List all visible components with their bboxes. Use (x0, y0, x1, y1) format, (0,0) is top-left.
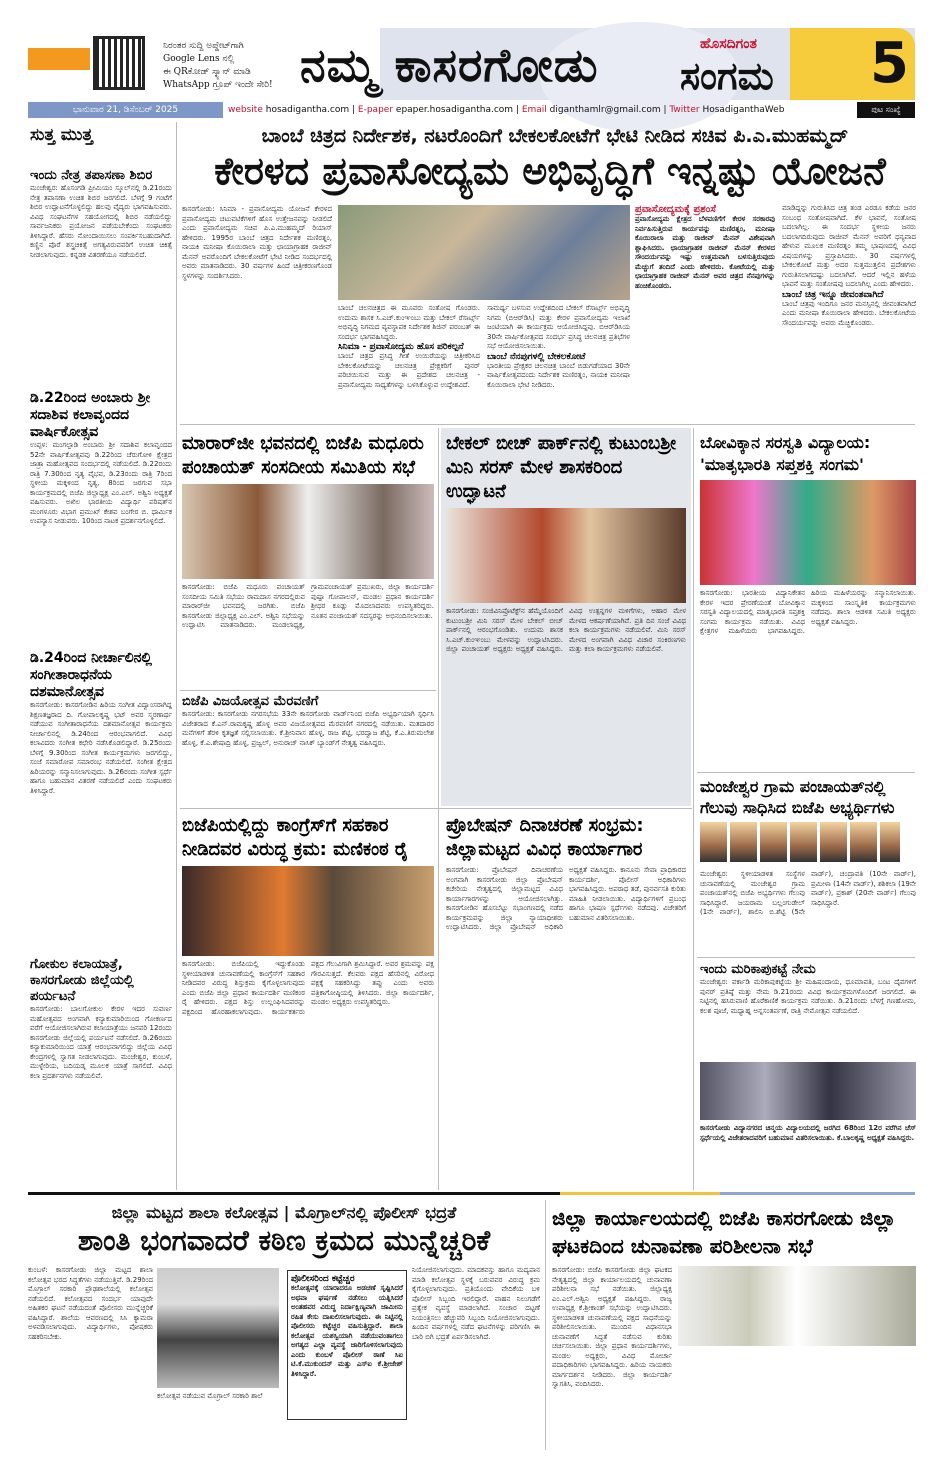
date-bar (28, 102, 915, 118)
article-body: ಬಾಂಬೆ ಚಿತ್ರವು ಇಂದಿಗೂ ಜನರ ಮನಸ್ಸಿನಲ್ಲಿ ಜೀವಂತವಾಗಿದೆ ಎಂದು ಮನೀಷಾ ಕೊಯಿರಾಲಾ ಹೇಳಿದರು. ಬೇಕಲಕೋಟೆಯ ಸೌಂದರ್ಯವನ್ನು ಅವರು ಮೆಚ್ಚಿಕೊಂಡರು. (782, 299, 916, 327)
article-photo (182, 866, 434, 956)
article-body: ಕಾಸರಗೋಡು: ಬಿಜೆಪಿ ಕಾಸರಗೋಡು ಜಿಲ್ಲಾ ಘಟಕದ ನೇತೃತ್ವದಲ್ಲಿ ಜಿಲ್ಲಾ ಕಾರ್ಯಾಲಯದಲ್ಲಿ ಚುನಾವಣಾ ಪರಿಶೀಲನಾ ಸಭೆ ನಡೆಯಿತು. ಜಿಲ್ಲಾಧ್ಯಕ್ಷ ಎಂ.ಎಲ್.ಅಶ್ವಿನಿ ಅಧ್ಯಕ್ಷತೆ ವಹಿಸಿದ್ದರು. ರಾಜ್ಯ ಉಪಾಧ್ಯಕ್ಷ ಕೆ.ಶ್ರೀಕಾಂತ್ ಸಭೆಯನ್ನು ಉದ್ಘಾಟಿಸಿದರು. ಸ್ಥಳೀಯಾಡಳಿತ ಚುನಾವಣೆಯಲ್ಲಿ ಪಕ್ಷದ ಸಾಧನೆಯನ್ನು ಪರಿಶೀಲಿಸಲಾಯಿತು. ಮುಂದಿನ ವಿಧಾನಸಭಾ ಚುನಾವಣೆಗೆ ಸಿದ್ಧತೆ ನಡೆಸುವ ಕುರಿತು ಚರ್ಚಿಸಲಾಯಿತು. ಜಿಲ್ಲಾ ಪ್ರಧಾನ ಕಾರ್ಯದರ್ಶಿಗಳು, ಮಂಡಲ ಅಧ್ಯಕ್ಷರು, ವಿವಿಧ ಮೋರ್ಚಾ ಪದಾಧಿಕಾರಿಗಳು ಭಾಗವಹಿಸಿದ್ದರು. ಹಿರಿಯ ನಾಯಕರು ಮಾರ್ಗದರ್ಶನ ನೀಡಿದರು. ಜಿಲ್ಲಾ ಕಾರ್ಯದರ್ಶಿ ಸ್ವಾಗತಿಸಿ, ವಂದಿಸಿದರು. (552, 1266, 672, 1388)
lead-headline: ಕೇರಳದ ಪ್ರವಾಸೋದ್ಯಮ ಅಭಿವೃದ್ಧಿಗೆ ಇನ್ನಷ್ಟು ಯೋಜನೆ (214, 149, 886, 193)
candidate-photo (760, 822, 787, 862)
article-body: ಕುಂಬಳೆ: ಕಾಸರಗೋಡು ಜಿಲ್ಲಾ ಮಟ್ಟದ ಶಾಲಾ ಕಲೋತ್ಸವ ಭರದ ಸಿದ್ಧತೆಗಳು ನಡೆಯುತ್ತಿವೆ. ಡಿ.29ರಿಂದ ಮೊಗ್ರಾಲ್ ಸರಕಾರಿ ಪ್ರೌಢಶಾಲೆಯಲ್ಲಿ ಕಲೋತ್ಸವ ನಡೆಯಲಿದೆ. ಕಲೋತ್ಸವದ ಸಂದರ್ಭ ಯಾವುದೇ ಅಹಿತಕರ ಘಟನೆ ನಡೆಯದಂತೆ ಪೊಲೀಸರು ಮುನ್ನೆಚ್ಚರಿಕೆ ವಹಿಸಿದ್ದಾರೆ. ಶಾಲೆಯ ಆವರಣದಲ್ಲಿ ಸಿಸಿ ಕ್ಯಾಮರಾ ಅಳವಡಿಸಲಾಗುವುದು. ವಿದ್ಯಾರ್ಥಿಗಳು, ಪೋಷಕರು ಸಹಕರಿಸಬೇಕು. (28, 1266, 153, 1341)
article-header (28, 1202, 540, 1258)
headline: ಬಿಜೆಪಿಯಲ್ಲಿದ್ದು ಕಾಂಗ್ರೆಸ್‌ಗೆ ಸಹಕಾರ ನೀಡಿದವರ ವಿರುದ್ಧ ಕ್ರಮ: ಮಣಿಕಂಠ ರೈ (182, 815, 409, 860)
article-body: ಕಾಸರಗೋಡು: ಭಾರತೀಯ ವಿದ್ಯಾನಿಕೇತನ ಕೇರಳ ಇದರ ಪ್ರೇರಣೆಯಂತೆ ಬೋವಿಕ್ಕಾನ ಸರಸ್ವತಿ ವಿದ್ಯಾಲಯದಲ್ಲಿ ಮಾತೃಭಾರತಿ ಸಪ್ತಶಕ್ತಿ ಸಂಗಮ ಕಾರ್ಯಕ್ರಮ ನಡೆಯಿತು. ವಿವಿಧ ಕ್ಷೇತ್ರಗಳ ಮಹಿಳೆಯರು ಭಾಗವಹಿಸಿದ್ದರು. ಹಿರಿಯ ಮಹಿಳೆಯರನ್ನು ಸನ್ಮಾನಿಸಲಾಯಿತು. ಮಕ್ಕಳಿಂದ ಸಾಂಸ್ಕೃತಿಕ ಕಾರ್ಯಕ್ರಮಗಳು ನಡೆದವು. ಶಾಲಾ ಆಡಳಿತ ಸಮಿತಿ ಅಧ್ಯಕ್ಷರು ಅಧ್ಯಕ್ಷತೆ ವಹಿಸಿದ್ದರು. (700, 589, 916, 635)
article-body: ಬಾಂಬೆ ಚಲನಚಿತ್ರದ ಈ ಮೂವರು ಸಂತೋಷ ಗೊಂಡರು. ಉದುಮ ಶಾಸಕ ಸಿ.ಎಚ್.ಕುಂಞಂಬು ಮತ್ತು ಬೇಕಲ್ ರೆಸಾರ್ಟ್ಸ್ ಅಭಿವೃದ್ಧಿ ನಿಗಮದ ವ್ಯವಸ್ಥಾಪಕ ನಿರ್ದೇಶಕ ಶಿಜಿನ್ ಪರಂಬತ್ ಈ ಸಂದರ್ಭ ಭಾಗವಹಿಸಿದ್ದರು. (338, 304, 480, 341)
headline: ಇಂದು ನೇತ್ರ ತಪಾಸಣಾ ಶಿಬಿರ (30, 168, 153, 183)
article-body: ಕಾಸರಗೋಡು: ಕಾಸರಗೋಡಿನ ಹಿರಿಯ ಸಂಗೀತ ವಿದ್ವಾಂಸರಾಗಿದ್ದ ಶಿಕ್ಷಣತಜ್ಞರಾದ ದಿ. ಗೋಪಾಲಕೃಷ್ಣ ಭಟ್ ಅವರ ಸ್ಮರಣಾರ್ಥ ನಡೆಯುವ ಸಂಗೀತಾರಾಧನೆಯ ದಶಮಾನೋತ್ಸವ ಕಾರ್ಯಕ್ರಮ ನೀರ್ಚಾಲಿನಲ್ಲಿ ಡಿ.24ರಿಂದ ಆರಂಭವಾಗಲಿದೆ. ವಿವಿಧ ಕಲಾವಿದರು ಸಂಗೀತ ಕಛೇರಿ ನಡೆಸಿಕೊಡಲಿದ್ದಾರೆ. ಡಿ.25ರಂದು ಬೆಳಗ್ಗೆ 9.30ರಿಂದ ಸಂಗೀತ ಕಾರ್ಯಕ್ರಮಗಳು ಜರಗಲಿದ್ದು, ಸಂಜೆ ಸಮಾರೋಪ ಸಮಾರಂಭ ನಡೆಯಲಿದೆ. ಸಂಗೀತ ಕ್ಷೇತ್ರದ ಹಿರಿಯರನ್ನು ಸನ್ಮಾನಿಸಲಾಗುವುದು. ಡಿ.26ರಂದು ಸಂಗೀತ ಸ್ಪರ್ಧೆ ಹಾಗೂ ಬಹುಮಾನ ವಿತರಣೆ ನಡೆಯಲಿದೆ ಎಂದು ಸಂಘಟಕರು ತಿಳಿಸಿದ್ದಾರೆ. (30, 701, 172, 795)
lead-photo (338, 205, 630, 300)
row-divider (697, 957, 915, 958)
article-photo (678, 1266, 916, 1346)
candidate-photo (790, 822, 817, 862)
article-body: ಕಾಸರಗೋಡು: ಸಂಜಿವಿನಿಪ್ರೊಟೆಕ್ಟ್‌ನ ಹೆಮ್ಮೆಯೊಂದಿಗೆ ಕುಟುಂಬಶ್ರೀ ಮಿನಿ ಸರಸ್ ಮೇಳ ಬೇಕಲ್ ಬೀಚ್ ಪಾರ್ಕ್‌ನಲ್ಲಿ ಆರಂಭಗೊಂಡಿತು. ಉದುಮ ಶಾಸಕ ಸಿ.ಎಚ್.ಕುಂಞಂಬು ಮೇಳವನ್ನು ಉದ್ಘಾಟಿಸಿದರು. ಜಿಲ್ಲಾ ಪಂಚಾಯತ್ ಅಧ್ಯಕ್ಷರು ಅಧ್ಯಕ್ಷತೆ ವಹಿಸಿದ್ದರು. ವಿವಿಧ ಉತ್ಪನ್ನಗಳ ಮಳಿಗೆಗಳು, ಆಹಾರ ಮೇಳ ಮೇಳದ ಆಕರ್ಷಣೆಯಾಗಿವೆ. ಪ್ರತಿ ದಿನ ಸಂಜೆ ವಿವಿಧ ಕಲಾ ಕಾರ್ಯಕ್ರಮಗಳು ನಡೆಯಲಿವೆ. ಮಿನಿ ಸರಸ್ ಮೇಳದ ಅಂಗವಾಗಿ ವಿವಿಧ ವಿಚಾರ ಸಂಕಿರಣಗಳು ಮತ್ತು ಕಲಾ ಕಾರ್ಯಕ್ರಮಗಳು ನಡೆಯಲಿವೆ. (446, 607, 686, 653)
email-link[interactable]: diganthamlr@gmail.com (549, 105, 661, 115)
article-photo (182, 484, 434, 579)
lead-column (635, 204, 775, 415)
row-divider (180, 424, 915, 425)
photo-caption: ಕಲೋತ್ಸವ ನಡೆಯುವ ಮೊಗ್ರಾಲ್ ಸರಕಾರಿ ಶಾಲೆ (157, 1392, 263, 1400)
article (182, 432, 434, 683)
article (700, 432, 916, 754)
contact-links: website hosadigantha.com | E-paper epaper.hosadigantha.com | Email diganthamlr@gmail.com | Twitter HosadiganthaWeb (228, 105, 785, 115)
page-label: ಪುಟ ಸಂಖ್ಯೆ (857, 102, 915, 118)
article-body: ಕಾಸರಗೋಡು: ಪ್ರೊಬೇಷನ್ ದಿನಾಚರಣೆಯ ಅಂಗವಾಗಿ ಕಾಸರಗೋಡು ಜಿಲ್ಲಾ ಪ್ರೊಬೇಷನ್ ಕಚೇರಿಯ ನೇತೃತ್ವದಲ್ಲಿ ಜಿಲ್ಲಾಮಟ್ಟದ ವಿವಿಧ ಕಾರ್ಯಾಗಾರಗಳನ್ನು ಆಯೋಜಿಸಲಾಗಿತ್ತು. ಕಾಸರಗೋಡಿನ ಹೊಸಬೆಟ್ಟು ಸಭಾಂಗಣದಲ್ಲಿ ನಡೆದ ಕಾರ್ಯಕ್ರಮವನ್ನು ಜಿಲ್ಲಾ ನ್ಯಾಯಾಧೀಶರು ಉದ್ಘಾಟಿಸಿದರು. ಜಿಲ್ಲಾ ಪ್ರೊಬೇಷನ್ ಅಧಿಕಾರಿ ಅಧ್ಯಕ್ಷತೆ ವಹಿಸಿದ್ದರು. ಕಾನೂನು ಸೇವಾ ಪ್ರಾಧಿಕಾರದ ಕಾರ್ಯದರ್ಶಿ, ಪೊಲೀಸ್ ಅಧಿಕಾರಿಗಳು ಭಾಗವಹಿಸಿದ್ದರು. ಅಪರಾಧ ತಡೆ, ಪುನರ್ವಸತಿ ಕುರಿತು ಮಾಹಿತಿ ನೀಡಲಾಯಿತು. ವಿದ್ಯಾರ್ಥಿಗಳಿಗೆ ಪ್ರಬಂಧ ಹಾಗೂ ಭಾಷಣ ಸ್ಪರ್ಧೆಗಳು ನಡೆದವು. ವಿಜೇತರಿಗೆ ಬಹುಮಾನ ವಿತರಿಸಲಾಯಿತು. (446, 866, 686, 931)
epaper-label: E-paper (357, 105, 394, 115)
qr-line: ನಿರಂತರ ಸುದ್ದಿ ಅಪ್ಡೇಟ್‌ಗಾಗಿ (163, 41, 244, 51)
brand-name: ಹೊಸದಿಗಂತ (700, 36, 757, 52)
article (182, 694, 434, 800)
lead-column (487, 304, 630, 402)
article (700, 776, 916, 932)
headline: ಮಂಜೇಶ್ವರ ಗ್ರಾಮ ಪಂಚಾಯತ್‌ನಲ್ಲಿ ಗೆಲುವು ಸಾಧಿಸಿದ ಬಿಜೆಪಿ ಅಭ್ಯರ್ಥಿಗಳು (700, 777, 895, 817)
article (446, 432, 686, 847)
article-body: ಕಾಸರಗೋಡು: ಸಿನಿಮಾ - ಪ್ರವಾಸೋದ್ಯಮ ಯೋಜನೆ ಕೇರಳದ ಪ್ರವಾಸೋದ್ಯಮ ಚಟುವಟಿಕೆಗಳಿಗೆ ಹೊಸ ಉತ್ತೇಜನವನ್ನು ನೀಡಲಿದೆ ಎಂದು ಪ್ರವಾಸೋದ್ಯಮ ಸಚಿವ ಪಿ.ಎ.ಮುಹಮ್ಮದ್ ರಿಯಾಸ್ ಹೇಳಿದರು. 1995ರ ಬಾಂಬೆ ಚಿತ್ರದ ನಿರ್ದೇಶಕ ಮಣಿರತ್ನಂ, ನಾಯಕಿ ಮನೀಷಾ ಕೊಯಿರಾಲಾ ಮತ್ತು ಛಾಯಾಗ್ರಾಹಕ ರಾಜೀವ್ ಮೆನನ್ ಅವರೊಂದಿಗೆ ಬೇಕಲಕೋಟೆಗೆ ಭೇಟಿ ನೀಡಿದ ಸಂದರ್ಭದಲ್ಲಿ ಅವರು ಮಾತನಾಡಿದರು. 30 ವರ್ಷಗಳ ಹಿಂದೆ ಚಿತ್ರೀಕರಣಗೊಂಡ ಸ್ಥಳಗಳನ್ನು ಸಂದರ್ಶಿಸಿದರು. (182, 205, 332, 280)
candidate-photo (880, 822, 900, 862)
article-body: ಬಾಂಬೆ ಚಿತ್ರದ ಪ್ರಸಿದ್ಧ ಗೀತೆ ಉಯಿರೆಯನ್ನು ಚಿತ್ರೀಕರಿಸಿದ ಬೇಕಲಕೋಟೆಯನ್ನು ಚಲನಚಿತ್ರ ಪ್ರೇಕ್ಷಕರಿಗೆ ಪುನರ್ ಪರಿಚಯಿಸುವ ಮತ್ತು ಈ ಪ್ರದೇಶದ ಚಲನಚಿತ್ರ - ಪ್ರವಾಸೋದ್ಯಮ ಸಾಧ್ಯತೆಗಳನ್ನು ಬಳಸಿಕೊಳ್ಳುವ ಉದ್ದೇಶವಿದೆ. (338, 352, 480, 389)
lead-kicker: ಬಾಂಬೆ ಚಿತ್ರದ ನಿರ್ದೇಶಕ, ನಟರೊಂದಿಗೆ ಬೇಕಲಕೋಟೆಗೆ ಭೇಟಿ ನೀಡಿದ ಸಚಿವ ಪಿ.ಎ.ಮುಹಮ್ಮದ್ (261, 125, 849, 147)
article (182, 814, 434, 1185)
article-body: ನಿಯೋಜಿಸಲಾಗುವುದು. ಮಾದಕವಸ್ತು ಹಾಗೂ ಮದ್ಯಪಾನ ಮಾಡಿ ಕಲೋತ್ಸವ ಸ್ಥಳಕ್ಕೆ ಬರುವವರ ವಿರುದ್ಧ ಕ್ರಮ ಕೈಗೊಳ್ಳಲಾಗುವುದು. ಪ್ರತಿಯೊಂದು ವೇದಿಕೆಯ ಬಳಿ ಪೊಲೀಸ್ ಸಿಬ್ಬಂದಿ ಇರಲಿದ್ದಾರೆ. ವಾಹನ ನಿಲುಗಡೆಗೆ ಪ್ರತ್ಯೇಕ ವ್ಯವಸ್ಥೆ ಮಾಡಲಾಗಿದೆ. ಸಂಚಾರ ದಟ್ಟಣೆ ನಿಯಂತ್ರಿಸಲು ಹೆಚ್ಚುವರಿ ಸಿಬ್ಬಂದಿ ನಿಯೋಜಿಸಲಾಗುವುದು. ಹಿಂದಿನ ವರ್ಷಗಳಲ್ಲಿ ನಡೆದ ಘಟನೆಗಳನ್ನು ಪರಿಗಣಿಸಿ ಈ ಬಾರಿ ಬಿಗಿ ಭದ್ರತೆ ಏರ್ಪಡಿಸಲಾಗಿದೆ. (412, 1266, 540, 1341)
column-divider (693, 428, 694, 1190)
row-divider (697, 772, 915, 773)
column-divider (176, 122, 177, 1190)
headline: ಜಿಲ್ಲಾ ಕಾರ್ಯಾಲಯದಲ್ಲಿ ಬಿಜೆಪಿ ಕಾಸರಗೋಡು ಜಿಲ್ಲಾ ಘಟಕದಿಂದ ಚುನಾವಣಾ ಪರಿಶೀಲನಾ ಸಭೆ (552, 1206, 896, 1258)
website-link[interactable]: hosadigantha.com (265, 105, 350, 115)
box-body: ಕಲೋತ್ಸವಕ್ಕೆ ಯಾರಾದರೂ ಅಡಚಣೆ ಸೃಷ್ಟಿಸಿದರೆ ಅಥವಾ ಘರ್ಷಣೆ ನಡೆಸಲು ಯತ್ನಿಸಿದರೆ ಅಂತಹವರ ವಿರುದ್ಧ ನಿರ್ದಾಕ್ಷಿಣ್ಯವಾಗಿ ಜಾಮೀನು ರಹಿತ ಕೇಸು ದಾಖಲಿಸಲಾಗುವುದು. ಈ ನಿಟ್ಟಿನಲ್ಲಿ ಪೊಲೀಸರು ಕಟ್ಟೆಚ್ಚರ ವಹಿಸುತ್ತಿದ್ದಾರೆ. ಶಾಲಾ ಕಲೋತ್ಸವ ಯಶಸ್ವಿಯಾಗಿ ನಡೆಯುವಂತಾಗಲು ಅಗತ್ಯದ ಎಲ್ಲಾ ವ್ಯವಸ್ಥೆ ಜಾರಿಗೊಳಿಸಲಾಗುವುದು ಎಂದು ಕುಂಬಳೆ ಪೊಲೀಸ್ ಠಾಣೆ ಸಿಐ ಟಿ.ಕೆ.ಮುಕುಂದನ್ ಮತ್ತು ಎಸ್‌ಐ ಕೆ.ಶ್ರೀಜೇಶ್ ತಿಳಿಸಿದ್ದಾರೆ. (291, 1284, 403, 1378)
article-body: ಕಾಸರಗೋಡು: ಬಾಲಗೋಕುಲ ಕೇರಳ ಇದರ ಸುವರ್ಣ ಮಹೋತ್ಸವದ ಅಂಗವಾಗಿ ಕನ್ಯಾಕುಮಾರಿಯಿಂದ ಗೋಕರ್ಣದ ವರೆಗೆ ಆಯೋಜಿಸಲಾಗಿರುವ ಕಲಾಯಾತ್ರೆಯು ಜನವರಿ 12ರಂದು ಕಾಸರಗೋಡು ಜಿಲ್ಲೆಯಲ್ಲಿ ಪರ್ಯಟನೆ ನಡೆಸಲಿದೆ. ಡಿ.26ರಂದು ಕನ್ಯಾಕುಮಾರಿಯಿಂದ ಯಾತ್ರೆ ಆರಂಭವಾಗಲಿದ್ದು ಜಿಲ್ಲೆಯ ವಿವಿಧ ಕೇಂದ್ರಗಳಲ್ಲಿ ಸ್ವಾಗತ ನೀಡಲಾಗುವುದು. ಮಂಜೇಶ್ವರ, ಕುಂಬಳೆ, ಮುಳ್ಳೇರಿಯ, ಬದಿಯಡ್ಕ ಮೂಲಕ ಯಾತ್ರೆ ಸಾಗಲಿದೆ. ವಿವಿಧ ಕಲಾ ಪ್ರದರ್ಶನಗಳು ನಡೆಯಲಿವೆ. (30, 1005, 172, 1080)
kicker: ಜಿಲ್ಲಾ ಮಟ್ಟದ ಶಾಲಾ ಕಲೋತ್ಸವ | ಮೊಗ್ರಾಲ್‌ನಲ್ಲಿ ಪೊಲೀಸ್ ಭದ್ರತೆ (111, 1203, 457, 1222)
subheading: ಬಾಂಬೆ ಚಿತ್ರ ಇನ್ನೂ ಜೀವಂತವಾಗಿದೆ (782, 289, 884, 300)
candidate-photo (850, 822, 877, 862)
article-body: ಉಪ್ಪಳ: ಮಂಗಲ್ಪಾಡಿ ಅಂಬಾರು ಶ್ರೀ ಸದಾಶಿವ ಕಲಾವೃಂದದ 52ನೇ ವಾರ್ಷಿಕೋತ್ಸವವು ಡಿ.22ರಿಂದ ಚೆರುಗೋಳಿ ಕ್ಷೇತ್ರದ ಜಾತ್ರಾ ಮಹೋತ್ಸವದ ಸಂದರ್ಭದಲ್ಲಿ ನಡೆಯಲಿದೆ. ಡಿ.22ರಂದು ರಾತ್ರಿ 7.30ರಿಂದ ನೃತ್ಯ ವೈಭವ, ಡಿ.23ರಂದು ರಾತ್ರಿ 7ರಿಂದ ಸ್ಥಳೀಯ ಮಕ್ಕಳಿಂದ ನೃತ್ಯ, 8ರಿಂದ ಜರಗುವ ಸಭಾ ಕಾರ್ಯಕ್ರಮದಲ್ಲಿ ಬಿಜೆಪಿ ಜಿಲ್ಲಾಧ್ಯಕ್ಷ ಎಂ.ಎಲ್. ಅಶ್ವಿನಿ ಅಧ್ಯಕ್ಷತೆ ವಹಿಸುವರು. ಅಖಿಲ ಭಾರತೀಯ ವಿದ್ಯಾರ್ಥಿ ಪರಿಷತ್‌ನ ಮಂಗಳೂರು ವಿಭಾಗ ಪ್ರಮುಖ್ ಕೇಶವ ಬಂಗೇರ ಬಿ. ಧಾರ್ಮಿಕ ಉಪನ್ಯಾಸ ನೀಡುವರು. 10ರಿಂದ ನಾಟಕ ಪ್ರದರ್ಶನಗೊಳ್ಳಲಿದೆ. (30, 441, 172, 525)
row-divider (180, 690, 436, 691)
orange-accent-bar (28, 48, 90, 70)
lead-column (782, 204, 916, 360)
article (446, 814, 686, 1181)
section-rule (28, 1192, 915, 1195)
article-body: ಮಂಜೇಶ್ವರ: ಹೊಸಂಗಡಿ ಪ್ರೀಮಿಯಂ ಸ್ಕೂಲ್‌ನಲ್ಲಿ ಡಿ.21ರಂದು ನೇತ್ರ ತಪಾಸಣಾ ಉಚಿತ ಶಿಬಿರ ಜರಗಲಿದೆ. ಬೆಳಗ್ಗೆ 9 ಗಂಟೆಗೆ ಶಿಬಿರ ಉದ್ಘಾಟನೆಗೊಳ್ಳಲಿದ್ದು ಹಲವು ವೈದ್ಯರು ಭಾಗವಹಿಸುವರು. ವಿವಿಧ ಸಂಘಟನೆಗಳ ಸಹಯೋಗದಲ್ಲಿ ಶಿಬಿರ ನಡೆಯಲಿದ್ದು ಸಾರ್ವಜನಿಕರು ಪ್ರಯೋಜನ ಪಡೆಯಬೇಕೆಂದು ಸಂಘಟಕರು ತಿಳಿಸಿದ್ದಾರೆ. ಹೆಸರು ನೋಂದಾಯಿಸಲು ಸಂಪರ್ಕಿಸಬಹುದಾಗಿದೆ. ಕಣ್ಣಿನ ಪೊರೆ ಶಸ್ತ್ರಚಿಕಿತ್ಸೆ ಅಗತ್ಯವಿರುವವರಿಗೆ ಉಚಿತ ಚಿಕಿತ್ಸೆ ನೀಡಲಾಗುವುದು. ಕನ್ನಡಕ ವಿತರಣೆಯೂ ನಡೆಯಲಿದೆ. (30, 184, 172, 259)
subheading: ಪ್ರವಾಸೋದ್ಯಮಕ್ಕೆ ಪ್ರಶಂಸೆ (635, 204, 716, 215)
headline: ಬಿಜೆಪಿ ವಿಜಯೋತ್ಸವ ಮೆರವಣಿಗೆ (182, 694, 319, 709)
info-box (287, 1270, 407, 1420)
headline: ಬೇಕಲ್ ಬೀಚ್ ಪಾರ್ಕ್‌ನಲ್ಲಿ ಕುಟುಂಬಶ್ರೀ ಮಿನಿ ಸರಸ್ ಮೇಳ ಶಾಸಕರಿಂದ ಉದ್ಘಾಟನೆ (446, 433, 677, 502)
headline: ಮಾರಾರ್‌ಜೀ ಭವನದಲ್ಲಿ ಬಿಜೆಪಿ ಮಧೂರು ಪಂಚಾಯತ್ ಸಂಸದೀಯ ಸಮಿತಿಯ ಸಭೆ (182, 433, 424, 478)
lead-column (338, 304, 480, 402)
article-body: ಮಂಜೇಶ್ವರ: ಸ್ಥಳೀಯಾಡಳಿತ ಸಂಸ್ಥೆಗಳ ಚುನಾವಣೆಯಲ್ಲಿ ಮಂಜೇಶ್ವರ ಗ್ರಾಮ ಪಂಚಾಯತ್‌ನಲ್ಲಿ ಬಿಜೆಪಿ ಅಭ್ಯರ್ಥಿಗಳು ಗೆಲುವು ಸಾಧಿಸಿದ್ದಾರೆ. ಜಯರಾಮ ಬಲ್ಲಂಗುಡೇಲ್ (1ನೇ ವಾರ್ಡ್), ಶಾಲಿನಿ ಬಿ.ಶೆಟ್ಟಿ (5ನೇ ವಾರ್ಡ್), ಚಂದ್ರಾವತಿ (10ನೇ ವಾರ್ಡ್), ಪ್ರಮೀಳಾ (14ನೇ ವಾರ್ಡ್), ಶಶಿಕಲಾ (19ನೇ ವಾರ್ಡ್), ಪ್ರಕಾಶ್ (20ನೇ ವಾರ್ಡ್) ಗೆಲುವು ಸಾಧಿಸಿದ್ದಾರೆ. (700, 870, 916, 916)
qr-line: ಈ QRಕೋಡ್ ಸ್ಕ್ಯಾನ್ ಮಾಡಿ (163, 67, 251, 77)
subheading: ಬಾಂಬೆ ನೆನಪುಗಳಲ್ಲಿ ಬೇಕಲಕೋಟೆ (487, 351, 586, 362)
photo-caption: ಕಾಸರಗೋಡು ವಿದ್ಯಾನಗರದ ಚಿನ್ಮಯ ವಿದ್ಯಾಲಯದಲ್ಲಿ ಜರಗಿದ 68ರಿಂದ 12ರ ವರೆಗಿನ ಚೆಸ್ ಸ್ಪರ್ಧೆಯಲ್ಲಿ ವಿಜೇತರಾದವರಿಗೆ ಬಹುಮಾನ ವಿತರಿಸಲಾಯಿತು. ಕೆ.ಬಾಲಕೃಷ್ಣ ಅಧ್ಯಕ್ಷತೆ ವಹಿಸಿದ್ದರು. (700, 1124, 916, 1142)
article-body: ಮಾಡಿದ್ದನ್ನು ಗುರುತಿಸಿದ ಚಿತ್ರ ತಂಡ ಎರಡೂ ಕಡೆಯ ಜನರ ಸಂಬಂಧ ಸಂತೋಷವಾಗಿದೆ. ಕೆಳ ಭಾವನೆ, ಸಂತೋಷ ಬದಲಾಗಿಲ್ಲ. ಈ ಸಂದರ್ಭ ಸ್ಥಳೀಯ ಜನರು ಬದಲಾಗದಿರುವುದು ರಾಜೀವ್ ಮೆನನ್ ಅವರಿಗೆ ಧನ್ಯವಾದ ಹೇಳುವ ಮೂಲಕ ಮಣಿರತ್ನಂ ತಮ್ಮ ಭಾಷಣದಲ್ಲಿ ವಿವಿಧ ವಿಷಯಗಳನ್ನು ಪ್ರಸ್ತಾಪಿಸಿದರು. 30 ವರ್ಷಗಳಲ್ಲಿ ಬೇಕಲಕೋಟೆ ಮತ್ತು ಅದರ ಸುತ್ತಮುತ್ತಲಿನ ಪ್ರದೇಶಗಳು ಗುರುತಿಸಲಾಗದಷ್ಟು ಬದಲಾಗಿವೆ. ಆದರೆ ಇಲ್ಲಿನ ಹಳೆಯ ಭಾವನೆ ಮತ್ತು ಸಂತೋಷವು ಬದಲಾಗಿಲ್ಲ ಎಂದು ಹೇಳಿದರು. (782, 204, 916, 288)
article-photo (700, 480, 916, 585)
article (552, 1204, 917, 1260)
headline: ಡಿ.24ರಿಂದ ನೀರ್ಚಾಲಿನಲ್ಲಿ ಸಂಗೀತಾರಾಧನೆಯ ದಶಮಾನೋತ್ಸವ (30, 650, 152, 700)
twitter-label: Twitter (669, 105, 700, 115)
headline: ಡಿ.22ರಿಂದ ಅಂಬಾರು ಶ್ರೀ ಸದಾಶಿವ ಕಲಾವೃಂದದ ವಾರ್ಷಿಕೋತ್ಸವ (30, 390, 151, 440)
twitter-link[interactable]: HosadiganthaWeb (702, 105, 785, 115)
school-photo (157, 1268, 279, 1388)
headline: ಶಾಂತಿ ಭಂಗವಾದರೆ ಕಠಿಣ ಕ್ರಮದ ಮುನ್ನೆಚ್ಚರಿಕೆ (77, 1224, 491, 1257)
candidate-photos (700, 822, 916, 866)
page-title: ನಮ್ಮ ಕಾಸರಗೋಡು (300, 38, 599, 92)
headline: ಪ್ರೊಬೇಷನ್ ದಿನಾಚರಣೆ ಸಂಭ್ರಮ: ಜಿಲ್ಲಾಮಟ್ಟದ ವಿವಿಧ ಕಾರ್ಯಾಗಾರ (446, 815, 644, 860)
article-photo (700, 1062, 916, 1120)
qr-line: WhatsApp ಗ್ರೂಪ್ ಇಂದೇ ಸೇರಿ! (163, 80, 273, 90)
headline: ಬೋವಿಕ್ಕಾನ ಸರಸ್ವತಿ ವಿದ್ಯಾಲಯ: 'ಮಾತೃಭಾರತಿ ಸಪ್ತಶಕ್ತಿ ಸಂಗಮ' (700, 433, 871, 474)
qr-code-icon[interactable] (93, 36, 145, 90)
article-photo (446, 508, 686, 603)
candidate-photo (820, 822, 847, 862)
supplement-name: ಸಂಗಮ (680, 54, 774, 98)
subheading: ಸಿನಿಮಾ - ಪ್ರವಾಸೋದ್ಯಮ ಹೊಸ ಪರಿಕಲ್ಪನೆ (338, 342, 464, 352)
article-body: ಪ್ರವಾಸೋದ್ಯಮ ಕ್ಷೇತ್ರದ ಬೆಳವಣಿಗೆಗೆ ಕೇರಳ ಸರಕಾರವು ನಿರ್ವಹಿಸುತ್ತಿರುವ ಕಾರ್ಯವನ್ನು ಮಣಿರತ್ನಂ, ಮನೀಷಾ ಕೊಯಿರಾಲಾ ಮತ್ತು ರಾಜೀವ್ ಮೆನನ್ ವಿಶೇಷವಾಗಿ ಶ್ಲಾಘಿಸಿದರು. ಛಾಯಾಗ್ರಾಹಕ ರಾಜೀವ್ ಮೆನನ್ ಕೇರಳದ ಸೌಂದರ್ಯವನ್ನು ಇಷ್ಟು ಉತ್ತಮವಾಗಿ ಬಳಸುತ್ತಿರುವುದು ಮೆಚ್ಚುಗೆ ತಂದಿದೆ ಎಂದು ಹೇಳಿದರು. ಕೋಟೆಯಲ್ಲಿ ಮತ್ತು ಛಾಯಾಗ್ರಾಹಕ ರಾಜೀವ್ ಮೆನನ್ ಅವರ ಚಿತ್ರದ ನೆನಪುಗಳನ್ನು ಹಂಚಿಕೊಂಡರು. (635, 215, 775, 290)
qr-line: Google Lens ನಲ್ಲಿ (163, 54, 235, 64)
qr-instructions (163, 40, 273, 92)
email-label: Email (521, 105, 547, 115)
candidate-photo (730, 822, 757, 862)
article-body: ಕಾಸರಗೋಡು: ಕಾಸರಗೋಡು ನಗರಸಭೆಯ 33ನೇ ಕಾಸರಗೋಡು ವಾರ್ಡ್‌ನಿಂದ ಬಿಜೆಪಿ ಅಭ್ಯರ್ಥಿಯಾಗಿ ಸ್ಪರ್ಧಿಸಿ ವಿಜೇತರಾದ ಕೆ.ಎನ್.ರಾಮಕೃಷ್ಣ ಹೊಳ್ಳ ಅವರ ವಿಜಯೋತ್ಸವದ ಮೆರವಣಿಗೆ ನಗರದಲ್ಲಿ ನಡೆಯಿತು. ಮತದಾರರ ಮನೆಗಳಿಗೆ ತೆರಳಿ ಕೃತಜ್ಞತೆ ಸಲ್ಲಿಸಲಾಯಿತು. ಕೆ.ಶ್ರೀನಿವಾಸ ಹೊಳ್ಳ, ರಾಜ ಶೆಟ್ಟಿ, ಭರದ್ವಾಜ ಶೆಟ್ಟಿ, ಕೆ.ಎ.ತಿರುಮಲೇಶ ಹೊಳ್ಳ, ಕೆ.ಎ.ಶೇಷಾದ್ರಿ ಹೊಳ್ಳ, ಪ್ರಜ್ವಲ್, ಅನುರಾಜ್ ನಾಸಿಕ್ ಬ್ಯಾಂಡ್‌ಗೆ ನೇತೃತ್ವ ವಹಿಸಿದ್ದರು. (182, 710, 434, 747)
left-column (30, 168, 172, 1175)
epaper-link[interactable]: epaper.hosadigantha.com (395, 105, 514, 115)
website-label: website (228, 105, 263, 115)
column-divider (545, 1200, 546, 1450)
box-heading: ಪೊಲೀಸರಿಂದ ಕಟ್ಟೆಚ್ಚರ (291, 1274, 355, 1284)
candidate-photo (700, 822, 727, 862)
article-body: ಮಂಜೇಶ್ವರ: ವರ್ಕಾಡಿ ಮರಿಕಾಪುಕಟ್ಟೆಯ ಶ್ರೀ ಮಹಿಷಂದಾಯ, ಧೂಮಾವತಿ, ಬಂಟ ದೈವಗಳಿಗೆ ಪುನರ್ ಪ್ರತಿಷ್ಠೆ ಮತ್ತು ನೇಮ ಡಿ.21ರಂದು ವಿವಿಧ ಕಾರ್ಯಕ್ರಮಗಳೊಂದಿಗೆ ಜರಗಲಿದೆ. ಈ ನಿಟ್ಟಿನಲ್ಲಿ ಹಸಿರುವಾಣಿ ಹೊರೆಕಾಣಿಕೆ ಕಾರ್ಯಕ್ರಮ ನಡೆಯಿತು. ಡಿ.21ರಂದು ಬೆಳಗ್ಗೆ ಗಣಹೋಮ, ಕಲಶ ಪೂಜೆ, ಮಧ್ಯಾಹ್ನ ಅನ್ನಸಂತರ್ಪಣೆ, ರಾತ್ರಿ ನೇಮೋತ್ಸವ ನಡೆಯಲಿದೆ. (700, 978, 916, 1015)
article-body: ಕಾಸರಗೋಡು: ಬಿಜೆಪಿ ಮಧೂರು ಪಂಚಾಯತ್ ಸಂಸದೀಯ ಸಮಿತಿ ಸಭೆಯು ರಾಮದಾಸ ನಗರದಲ್ಲಿರುವ ಮಾರಾರ್‌ಜೀ ಭವನದಲ್ಲಿ ಜರಗಿತು. ಬಿಜೆಪಿ ಕಾಸರಗೋಡು ಜಿಲ್ಲಾಧ್ಯಕ್ಷ ಎಂ.ಎಲ್. ಅಶ್ವಿನಿ ಸಭೆಯನ್ನು ಉದ್ಘಾಟಿಸಿ ಮಾತನಾಡಿದರು. ಮಂಡಲಾಧ್ಯಕ್ಷ, ಗ್ರಾಮಪಂಚಾಯತ್ ಪ್ರಮುಖರು, ಜಿಲ್ಲಾ ಕಾರ್ಯದರ್ಶಿ ಪುಷ್ಪಾ ಗೋಪಾಲನ್, ಮಂಡಲ ಪ್ರಧಾನ ಕಾರ್ಯದರ್ಶಿ ಶ್ರೀಧರ ಕೂಡ್ಲು ಮೊದಲಾದವರು ಉಪಸ್ಥಿತರಿದ್ದರು. ನೂತನ ಪಂಚಾಯತ್ ಸದಸ್ಯರನ್ನು ಅಭಿನಂದಿಸಲಾಯಿತು. (182, 583, 434, 629)
issue-date: ಭಾನುವಾರ 21, ಡಿಸೆಂಬರ್ 2025 (28, 102, 223, 118)
section-label-suttamutta: ಸುತ್ತ ಮುತ್ತ (30, 125, 93, 145)
headline: ಗೋಕುಲ ಕಲಾಯಾತ್ರೆ, ಕಾಸರಗೋಡು ಜಿಲ್ಲೆಯಲ್ಲಿ ಪರ್ಯಟನೆ (30, 957, 134, 1004)
headline: ಇಂದು ಮರಿಕಾಪುಕಟ್ಟೆ ನೇಮ (700, 962, 816, 977)
column-divider (438, 428, 439, 1190)
article (700, 962, 916, 1182)
page-number: 5 (870, 31, 909, 96)
article-body: ಭಾರತೀಯ ಪ್ರೇಕ್ಷಕರ ಚಲನಚಿತ್ರ ಬಾಂಬೆ ಬಿಡುಗಡೆಯಾದ 30ನೇ ವಾರ್ಷಿಕೋತ್ಸವದಂದು ನಿರ್ದೇಶಕ ಮಣಿರತ್ನಂ, ನಾಯಕಿ ಮನೀಷಾ ಕೊಯಿರಾಲಾ ಭೇಟಿ ನೀಡಿದರು. (487, 361, 630, 389)
article-body: ಕಾಸರಗೋಡು: ಬಿಜೆಪಿಯಲ್ಲಿ ಇದ್ದುಕೊಂಡು ಸ್ಥಳೀಯಾಡಳಿತ ಚುನಾವಣೆಯಲ್ಲಿ ಕಾಂಗ್ರೆಸ್‌ಗೆ ಸಹಕಾರ ನೀಡಿದವರ ವಿರುದ್ಧ ಶಿಸ್ತುಕ್ರಮ ಕೈಗೊಳ್ಳಲಾಗುವುದು ಎಂದು ಬಿಜೆಪಿ ಜಿಲ್ಲಾ ಪ್ರಧಾನ ಕಾರ್ಯದರ್ಶಿ ಮಣಿಕಂಠ ರೈ ಹೇಳಿದರು. ಪಕ್ಷದ ಶಿಸ್ತು ಉಲ್ಲಂಘಿಸಿದವರನ್ನು ಪಕ್ಷದಿಂದ ಹೊರಹಾಕಲಾಗುವುದು. ಕಾರ್ಯಕರ್ತರು ಪಕ್ಷದ ಗೆಲುವಿಗಾಗಿ ಶ್ರಮಿಸಿದ್ದಾರೆ. ಅವರ ಶ್ರಮವನ್ನು ಪಕ್ಷ ಗೌರವಿಸುತ್ತದೆ. ಕೆಲವರು ಪಕ್ಷದ ಹೆಸರಿನಲ್ಲಿ ವಿರೋಧ ಪಕ್ಷಕ್ಕೆ ಸಹಕರಿಸಿದ್ದು ತಪ್ಪು ಎಂದು ಅವರು ಪತ್ರಿಕಾಗೋಷ್ಠಿಯಲ್ಲಿ ತಿಳಿಸಿದರು. ಜಿಲ್ಲಾ ಕಾರ್ಯದರ್ಶಿ, ಮಂಡಲ ಅಧ್ಯಕ್ಷರು ಉಪಸ್ಥಿತರಿದ್ದರು. (182, 960, 434, 1016)
article-body: ಸಾಮರ್ಥ್ಯ ಬಳಸುವ ಉದ್ದೇಶದಿಂದ ಬೇಕಲ್ ರೆಸಾರ್ಟ್ಸ್ ಅಭಿವೃದ್ಧಿ ನಿಗಮ (ಬಿಆರ್‌ಡಿಸಿ) ಮತ್ತು ಕೇರಳ ಪ್ರವಾಸೋದ್ಯಮ ಇಲಾಖೆ ಜಂಟಿಯಾಗಿ ಈ ಕಾರ್ಯಕ್ರಮ ಆಯೋಜಿಸಿದ್ದವು. ಬಿಆರ್‌ಡಿಸಿಯ 30ನೇ ವಾರ್ಷಿಕೋತ್ಸವದ ಸಂದರ್ಭ ಪ್ರಸಿದ್ಧ ಚಲನಚಿತ್ರ ಪ್ರತಿಭೆಗಳ ಸಭೆ ಆಯೋಜಿಸಲಾಯಿತು. (487, 304, 630, 350)
